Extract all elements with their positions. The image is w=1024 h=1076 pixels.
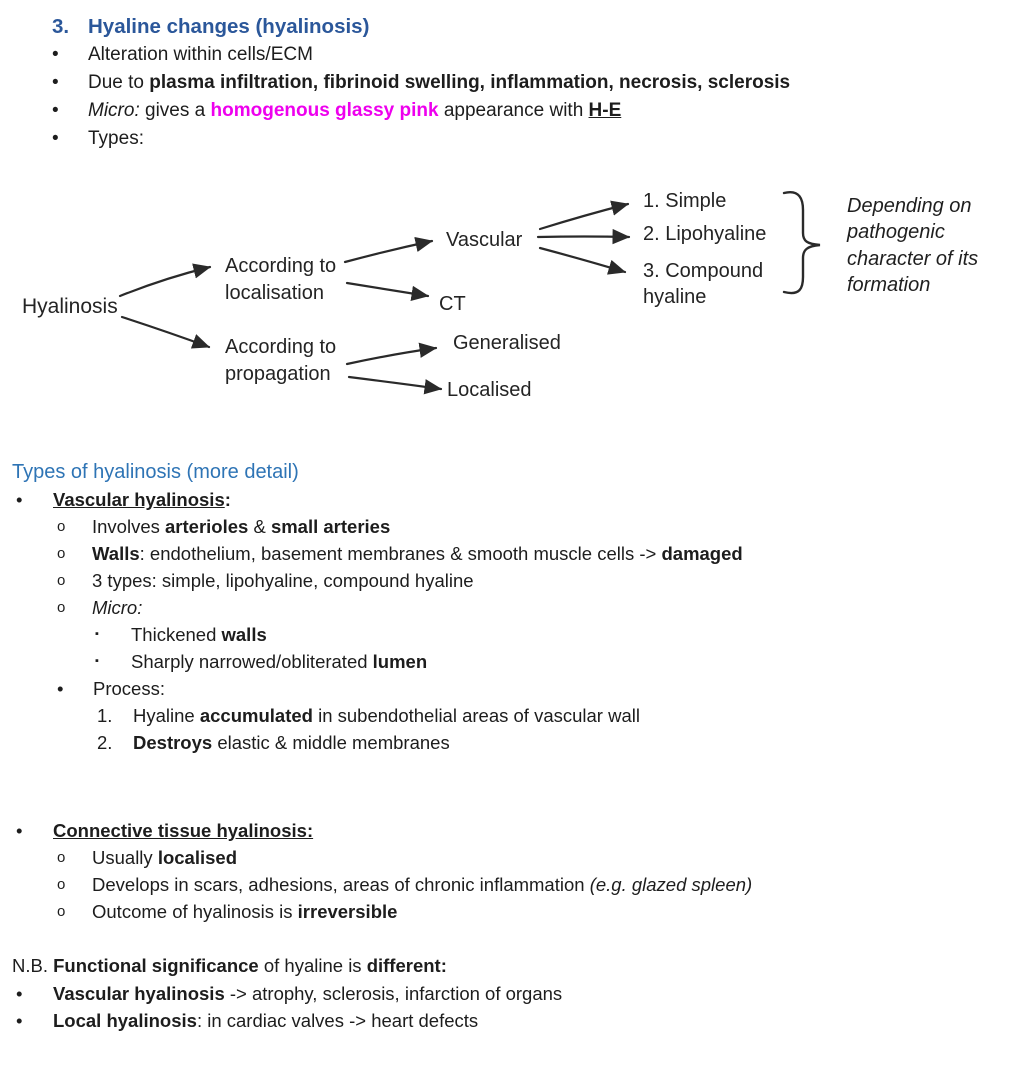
diagram-node-localisation-line2: localisation	[225, 282, 324, 304]
nb-heading	[0, 952, 1024, 980]
bullet-text	[92, 898, 397, 925]
bullet-text	[131, 648, 427, 675]
bullet-text	[92, 594, 142, 621]
bullet-vascular-consequence	[0, 980, 1024, 1008]
bullet-icon: •	[16, 1010, 23, 1031]
bullet-text	[53, 1007, 478, 1035]
section-nota-bene	[0, 952, 1024, 1035]
hyalinosis-flow-diagram	[0, 180, 1024, 420]
he-stain-text: H-E	[588, 100, 622, 121]
square-icon: ▪	[95, 628, 99, 640]
text-segment: gives a	[139, 100, 211, 121]
bullet-text: Process:	[93, 678, 165, 699]
text-segment: : in cardiac valves -> heart defects	[196, 1010, 479, 1031]
bullet-icon: •	[16, 820, 23, 841]
bullet-text: 3 types: simple, lipohyaline, compound hyaline	[92, 570, 474, 591]
arrow-propagation-to-generalised	[347, 348, 436, 364]
text-segment-bold: Walls	[92, 543, 140, 564]
text-segment: N.B.	[12, 955, 54, 976]
text-segment-bold: different:	[366, 955, 447, 976]
subheading-text: Types of hyalinosis (more detail)	[12, 461, 299, 483]
text-segment-bold: plasma infiltration, fibrinoid swelling, inflammation, necrosis, sclerosis	[149, 72, 791, 93]
bullet-text	[88, 69, 790, 97]
heading-title: Hyaline changes (hyalinosis)	[88, 15, 370, 38]
circle-icon: o	[57, 518, 66, 535]
sub-develops	[0, 871, 1024, 898]
text-segment-bold: damaged	[661, 543, 743, 564]
arrow-vascular-to-simple	[540, 204, 628, 229]
heading-hyaline-changes	[0, 13, 1024, 41]
diagram-node-compound-line2: hyaline	[643, 286, 707, 308]
circle-icon: o	[57, 903, 66, 920]
connective-title: Connective tissue hyalinosis:	[53, 820, 314, 841]
bullet-icon: •	[52, 100, 59, 121]
diagram-node-vascular: Vascular	[446, 229, 523, 251]
bullet-text: Types:	[88, 128, 144, 149]
step-text	[133, 729, 450, 756]
sub-thickened	[0, 621, 1024, 648]
process-step-2	[0, 729, 1024, 756]
text-segment: -> atrophy, sclerosis, infarction of organs	[224, 982, 563, 1004]
bullet-icon: •	[52, 44, 59, 65]
circle-icon: o	[57, 545, 66, 562]
circle-icon: o	[57, 849, 66, 866]
arrow-propagation-to-localised	[349, 377, 441, 389]
text-segment: Hyaline	[133, 705, 200, 726]
bullet-text	[92, 540, 743, 567]
bullet-vascular-hyalinosis	[0, 486, 1024, 513]
section-connective-tissue	[0, 817, 1024, 925]
circle-icon: o	[57, 599, 66, 616]
bullet-text: Alteration within cells/ECM	[88, 44, 313, 65]
text-segment-bold: Local hyalinosis	[53, 1010, 197, 1031]
bullet-text	[53, 817, 313, 844]
text-segment-bold: walls	[221, 624, 267, 645]
section-hyaline-changes	[0, 13, 1024, 153]
bullet-text	[53, 980, 562, 1008]
bullet-icon: •	[16, 489, 23, 510]
section-types-detail	[0, 459, 1024, 756]
bullet-icon: •	[16, 982, 23, 1004]
text-segment-bold: Destroys	[133, 732, 213, 753]
arrow-root-to-propagation	[122, 317, 209, 347]
sub-three-types	[0, 567, 1024, 594]
circle-icon: o	[57, 876, 66, 893]
text-segment-italic: (e.g. glazed spleen)	[589, 874, 753, 895]
diagram-node-propagation-line2: propagation	[225, 363, 331, 385]
text-segment: elastic & middle membranes	[212, 732, 450, 753]
process-step-1	[0, 702, 1024, 729]
text-segment: &	[248, 516, 271, 537]
diagram-node-localisation-line1: According to	[225, 255, 337, 277]
sub-usually-localised	[0, 844, 1024, 871]
text-segment: Outcome of hyalinosis is	[92, 901, 298, 922]
list-number: 1.	[97, 705, 113, 726]
text-segment: Develops in scars, adhesions, areas of chronic inflammation	[92, 874, 590, 895]
diagram-node-lipohyaline: 2. Lipohyaline	[643, 223, 767, 245]
bullet-icon: •	[52, 72, 59, 93]
text-segment-bold: small arteries	[270, 516, 391, 537]
text-segment: : endothelium, basement membranes & smooth muscle cells ->	[139, 543, 662, 564]
text-segment: Thickened	[131, 624, 222, 645]
text-segment-bold: accumulated	[199, 705, 313, 726]
micro-label: Micro:	[88, 100, 140, 121]
sub-micro	[0, 594, 1024, 621]
text-segment: of hyaline is	[258, 955, 367, 976]
bullet-process	[0, 675, 1024, 702]
arrow-root-to-localisation	[120, 267, 210, 296]
bullet-text	[92, 844, 237, 871]
text-segment-bold: Functional significance	[53, 955, 259, 976]
curly-brace	[784, 192, 820, 293]
bullet-text	[131, 621, 267, 648]
arrow-vascular-to-compound	[540, 248, 625, 272]
micro-label: Micro:	[92, 597, 143, 618]
bullet-text	[92, 513, 390, 540]
sub-walls	[0, 540, 1024, 567]
sub-narrowed	[0, 648, 1024, 675]
diagram-note-line4: formation	[847, 274, 931, 296]
circle-icon: o	[57, 572, 66, 589]
diagram-node-compound-line1: 3. Compound	[643, 260, 764, 282]
diagram-note-line1: Depending on	[847, 195, 972, 217]
bullet-text	[53, 486, 231, 513]
diagram-node-propagation-line1: According to	[225, 336, 337, 358]
diagram-note-line3: character of its	[847, 248, 979, 270]
diagram-node-simple: 1. Simple	[643, 190, 727, 212]
text-segment: Sharply narrowed/obliterated	[131, 651, 373, 672]
text-segment: appearance with	[438, 100, 589, 121]
bullet-micro	[0, 97, 1024, 125]
bullet-connective-hyalinosis	[0, 817, 1024, 844]
diagram-node-generalised: Generalised	[453, 332, 561, 354]
bullet-text	[88, 97, 621, 125]
bullet-types	[0, 125, 1024, 153]
text-segment: Due to	[88, 72, 150, 93]
text-segment: Usually	[92, 847, 158, 868]
text-segment: Involves	[92, 516, 166, 537]
step-text	[133, 702, 640, 729]
diagram-note-line2: pathogenic	[847, 221, 945, 243]
text-segment: :	[224, 489, 231, 510]
diagram-node-ct: CT	[439, 293, 466, 315]
square-icon: ▪	[95, 655, 99, 667]
sub-involves	[0, 513, 1024, 540]
bullet-icon: •	[52, 128, 59, 149]
arrow-localisation-to-vascular	[345, 241, 432, 262]
text-segment-bold: lumen	[372, 651, 428, 672]
text-segment: in subendothelial areas of vascular wall	[312, 705, 640, 726]
nb-text	[12, 952, 447, 980]
text-segment-bold: Vascular hyalinosis	[53, 982, 225, 1004]
bullet-due-to	[0, 69, 1024, 97]
sub-outcome	[0, 898, 1024, 925]
text-segment-bold: localised	[157, 847, 237, 868]
arrow-localisation-to-ct	[347, 283, 428, 296]
list-number: 2.	[97, 732, 113, 753]
text-segment-bold: irreversible	[297, 901, 398, 922]
arrow-vascular-to-lipohyaline	[538, 237, 629, 238]
bullet-icon: •	[57, 678, 64, 699]
bullet-text	[92, 871, 752, 898]
subheading-types	[0, 459, 1024, 486]
diagram-node-localised: Localised	[447, 379, 532, 401]
bullet-local-consequence	[0, 1007, 1024, 1035]
diagram-node-hyalinosis: Hyalinosis	[22, 295, 118, 318]
text-segment-bold: arterioles	[165, 516, 249, 537]
glassy-pink-text: homogenous glassy pink	[210, 100, 439, 121]
bullet-alteration	[0, 41, 1024, 69]
heading-number: 3.	[52, 15, 70, 38]
vascular-title: Vascular hyalinosis	[53, 489, 225, 510]
